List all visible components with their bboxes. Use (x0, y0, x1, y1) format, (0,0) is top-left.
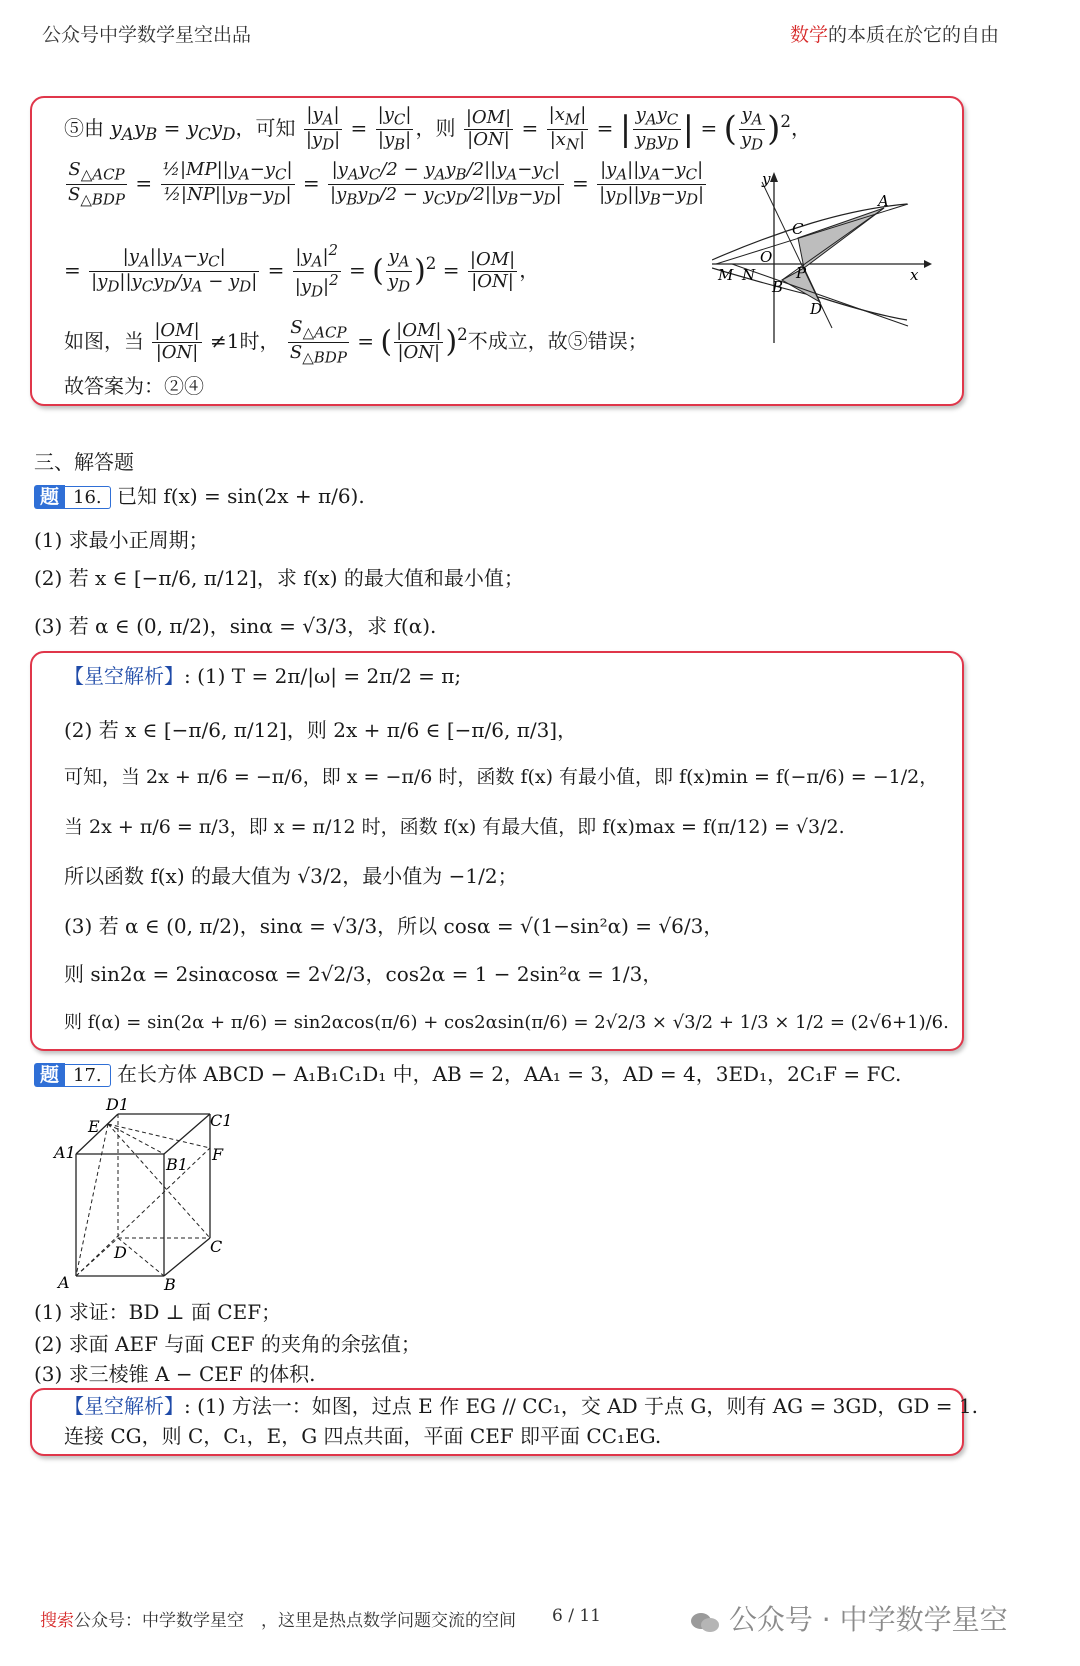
q17-stem (34, 1062, 901, 1087)
q17-stem-text: 在长方体 ABCD − A₁B₁C₁D₁ 中，AB = 2，AA₁ = 3，AD = 4，3ED₁，2C₁F = FC. (117, 1062, 902, 1086)
line-EB1 (108, 1124, 164, 1154)
q16-part2: (2) 若 x ∈ [−π/6, π/12]，求 f(x) 的最大值和最小值； (34, 566, 524, 590)
frac: $\frac{|y_A||y_A-y_C|}{|y_D||y_B-y_D|}$ (599, 159, 705, 209)
sol16-line4: 当 2x + π/6 = π/3，即 x = π/12 时，函数 f(x) 有最大值，即 f(x)max = f(π/12) = √3/2. (64, 816, 845, 838)
frac: $\frac{|OM|}{|ON|}$ (469, 249, 516, 292)
sol16-line8: 则 f(α) = sin(2α + π/6) = sin2αcos(π/6) + cos2αsin(π/6) = 2√2/3 × √3/2 + 1/3 × 1/2 = (2√6+1)/6. (64, 1012, 949, 1033)
label-C: C (792, 220, 804, 238)
question-tag: 题 (34, 485, 65, 509)
line-EC (108, 1124, 210, 1238)
frac: $\frac{|y_A|^2}{|y_D|^2}$ (294, 241, 339, 301)
frac: $\frac{|OM|}{|ON|}$ (465, 107, 512, 150)
label-A: A (58, 1273, 70, 1292)
solution-head: 【星空解析】 (64, 1394, 184, 1418)
header-right-rest: 的本质在於它的自由 (828, 24, 1000, 46)
q17-part2: (2) 求面 AEF 与面 CEF 的夹角的余弦值； (34, 1332, 421, 1356)
sol16-line1 (64, 664, 461, 688)
q16-stem (34, 484, 365, 509)
label-E: E (88, 1117, 100, 1136)
sol16-line7: 则 sin2α = 2sinαcosα = 2√2/3，cos2α = 1 − 2sin²α = 1/3， (64, 962, 663, 986)
question-number: 17. (65, 1064, 111, 1087)
sol17-line1 (64, 1394, 978, 1418)
frac: $\frac{|y_C|}{|y_B|}$ (377, 104, 412, 154)
box1-line4: 如图，当 $\frac{|OM|}{|ON|}$ ≠1时， $\frac{S_{\triangle ACP}}{S_{\triangle BDP}}$ = ( $\frac{|OM|}{|ON|}$ )$^2$不成立，故⑤错误； (64, 317, 648, 367)
frac: $\frac{|OM|}{|ON|}$ (154, 320, 200, 363)
solution-box-16 (30, 651, 964, 1051)
label-y: y (762, 170, 771, 188)
footer-search: 搜索 (40, 1611, 74, 1631)
sol17-line2: 连接 CG，则 C，C₁，E，G 四点共面，平面 CEF 即平面 CC₁EG. (64, 1424, 662, 1448)
q17-part3: (3) 求三棱锥 A − CEF 的体积. (34, 1362, 316, 1386)
label-C1: C1 (210, 1111, 233, 1130)
edge-BC (164, 1238, 210, 1276)
frac: $\frac{S_{\triangle ACP}}{S_{\triangle BDP}}$ (68, 159, 126, 209)
box1-line2: $\frac{S_{\triangle ACP}}{S_{\triangle BDP}}$ = $\frac{\frac{1}{2}|MP||y_A-y_C|}{\frac{1}{2}|NP||y_B-y_D|}$ = $\frac{|y_Ay_C/2 - y_Ay_B/2||y_A-y_C|}{|y_By_D/2 - y_Cy_D/2||y_B-y_D|}$ = $\frac{|y_A||y_A-y_C|}{|y_D||y_B-y_D|}$ (68, 159, 705, 209)
label-O: O (760, 248, 773, 266)
frac: $\frac{|y_Ay_C/2 - y_Ay_B/2||y_A-y_C|}{|y_By_D/2 - y_Cy_D/2||y_B-y_D|}$ (330, 159, 562, 209)
box1-l4-prefix: 如图，当 (64, 328, 144, 353)
label-C: C (210, 1237, 223, 1256)
section-title: 三、解答题 (34, 450, 134, 474)
frac: $\frac{|OM|}{|ON|}$ (396, 320, 442, 363)
frac: $\frac{|y_A|}{|y_D|}$ (305, 104, 341, 154)
box1-l1-prefix: ⑤由 (64, 115, 104, 140)
figure-cuboid (52, 1092, 242, 1292)
line-AF (76, 1148, 210, 1276)
frac: $\frac{y_A}{y_D}$ (740, 104, 764, 154)
frac: $\frac{y_A}{y_D}$ (387, 246, 411, 296)
frac: $\frac{|y_A||y_A-y_C|}{|y_D||y_Cy_D/y_A - y_D|}$ (91, 246, 258, 296)
figure-parabola-lines (712, 168, 932, 348)
label-A1: A1 (54, 1143, 76, 1162)
question-number: 16. (65, 486, 111, 509)
sol16-s1: : (1) T = 2π/|ω| = 2π/2 = π; (184, 664, 462, 688)
sol16-line3: 可知，当 2x + π/6 = −π/6，即 x = −π/6 时，函数 f(x) 有最小值，即 f(x)min = f(−π/6) = −1/2， (64, 766, 939, 788)
box1-line5: 故答案为：②④ (64, 374, 204, 398)
frac: $\frac{|x_M|}{|x_N|}$ (548, 104, 587, 154)
label-M: M (718, 266, 734, 284)
sol16-line2: (2) 若 x ∈ [−π/6, π/12]，则 2x + π/6 ∈ [−π/6, π/3]， (64, 718, 578, 742)
box1-line1: ⑤由 $y_Ay_B = y_Cy_D$，可知 $\frac{|y_A|}{|y_D|}$ = $\frac{|y_C|}{|y_B|}$ ，则 $\frac{|OM|}{|ON|}$ = $\frac{|x_M|}{|x_N|}$ = | $\frac{y_Ay_C}{y_By_D}$ | = ( $\frac{y_A}{y_D}$ )$^2$， (64, 104, 811, 154)
frac: $\frac{S_{\triangle ACP}}{S_{\triangle BDP}}$ (289, 317, 347, 367)
frac: $\frac{\frac{1}{2}|MP||y_A-y_C|}{\frac{1}{2}|NP||y_B-y_D|}$ (162, 159, 293, 209)
header-right (790, 20, 999, 47)
q17-part1: (1) 求证：BD ⊥ 面 CEF； (34, 1300, 282, 1324)
watermark-text: 公众号 · 中学数学星空 (728, 1603, 1008, 1636)
label-N: N (742, 266, 756, 284)
frac: $\frac{y_Ay_C}{y_By_D}$ (635, 104, 679, 154)
box1-l4-neq: ≠1时， (210, 328, 280, 353)
sol16-line6: (3) 若 α ∈ (0, π/2)，sinα = √3/3，所以 cosα = √(1−sin²α) = √6/3， (64, 914, 724, 938)
q16-stem-text: 已知 f(x) = sin(2x + π/6). (117, 484, 365, 508)
label-B: B (772, 278, 784, 296)
sol17-l1: : (1) 方法一：如图，过点 E 作 EG // CC₁，交 AD 于点 G，则有 AG = 3GD，GD = 1. (184, 1394, 978, 1418)
box1-l1-cond: $y_Ay_B = y_Cy_D$ (110, 115, 236, 144)
label-B1: B1 (166, 1155, 188, 1174)
label-F: F (212, 1145, 224, 1164)
q16-part1: (1) 求最小正周期； (34, 528, 209, 552)
sol16-line5: 所以函数 f(x) 的最大值为 √3/2，最小值为 −1/2； (64, 864, 518, 888)
label-D: D (810, 300, 823, 318)
label-A: A (878, 192, 889, 210)
q16-part3: (3) 若 α ∈ (0, π/2)，sinα = √3/3，求 f(α). (34, 614, 437, 638)
label-P: P (796, 264, 807, 282)
question-tag: 题 (34, 1063, 65, 1087)
watermark (690, 1598, 1008, 1638)
label-D: D (114, 1243, 127, 1262)
line-EA (76, 1124, 108, 1276)
page-number: 6 / 11 (552, 1606, 601, 1626)
label-D1: D1 (106, 1095, 130, 1114)
header-right-red: 数学 (790, 24, 829, 46)
footer-rest: 公众号：中学数学星空 ，这里是热点数学问题交流的空间 (74, 1611, 516, 1631)
label-x: x (910, 266, 919, 284)
wechat-icon (690, 1609, 720, 1633)
label-B: B (164, 1275, 176, 1292)
edge-B1C1 (164, 1114, 210, 1154)
box1-l4-end: 不成立，故⑤错误； (467, 328, 648, 353)
solution-head: 【星空解析】 (64, 664, 184, 688)
y-arrow (770, 172, 778, 182)
header-left: 公众号中学数学星空出品 (42, 24, 252, 46)
box1-line3: = $\frac{|y_A||y_A-y_C|}{|y_D||y_Cy_D/y_A - y_D|}$ = $\frac{|y_A|^2}{|y_D|^2}$ = ( $\frac{y_A}{y_D}$ )$^2$ = $\frac{|OM|}{|ON|}$ ， (64, 241, 540, 301)
footer-text (40, 1606, 516, 1631)
x-arrow (924, 260, 932, 268)
